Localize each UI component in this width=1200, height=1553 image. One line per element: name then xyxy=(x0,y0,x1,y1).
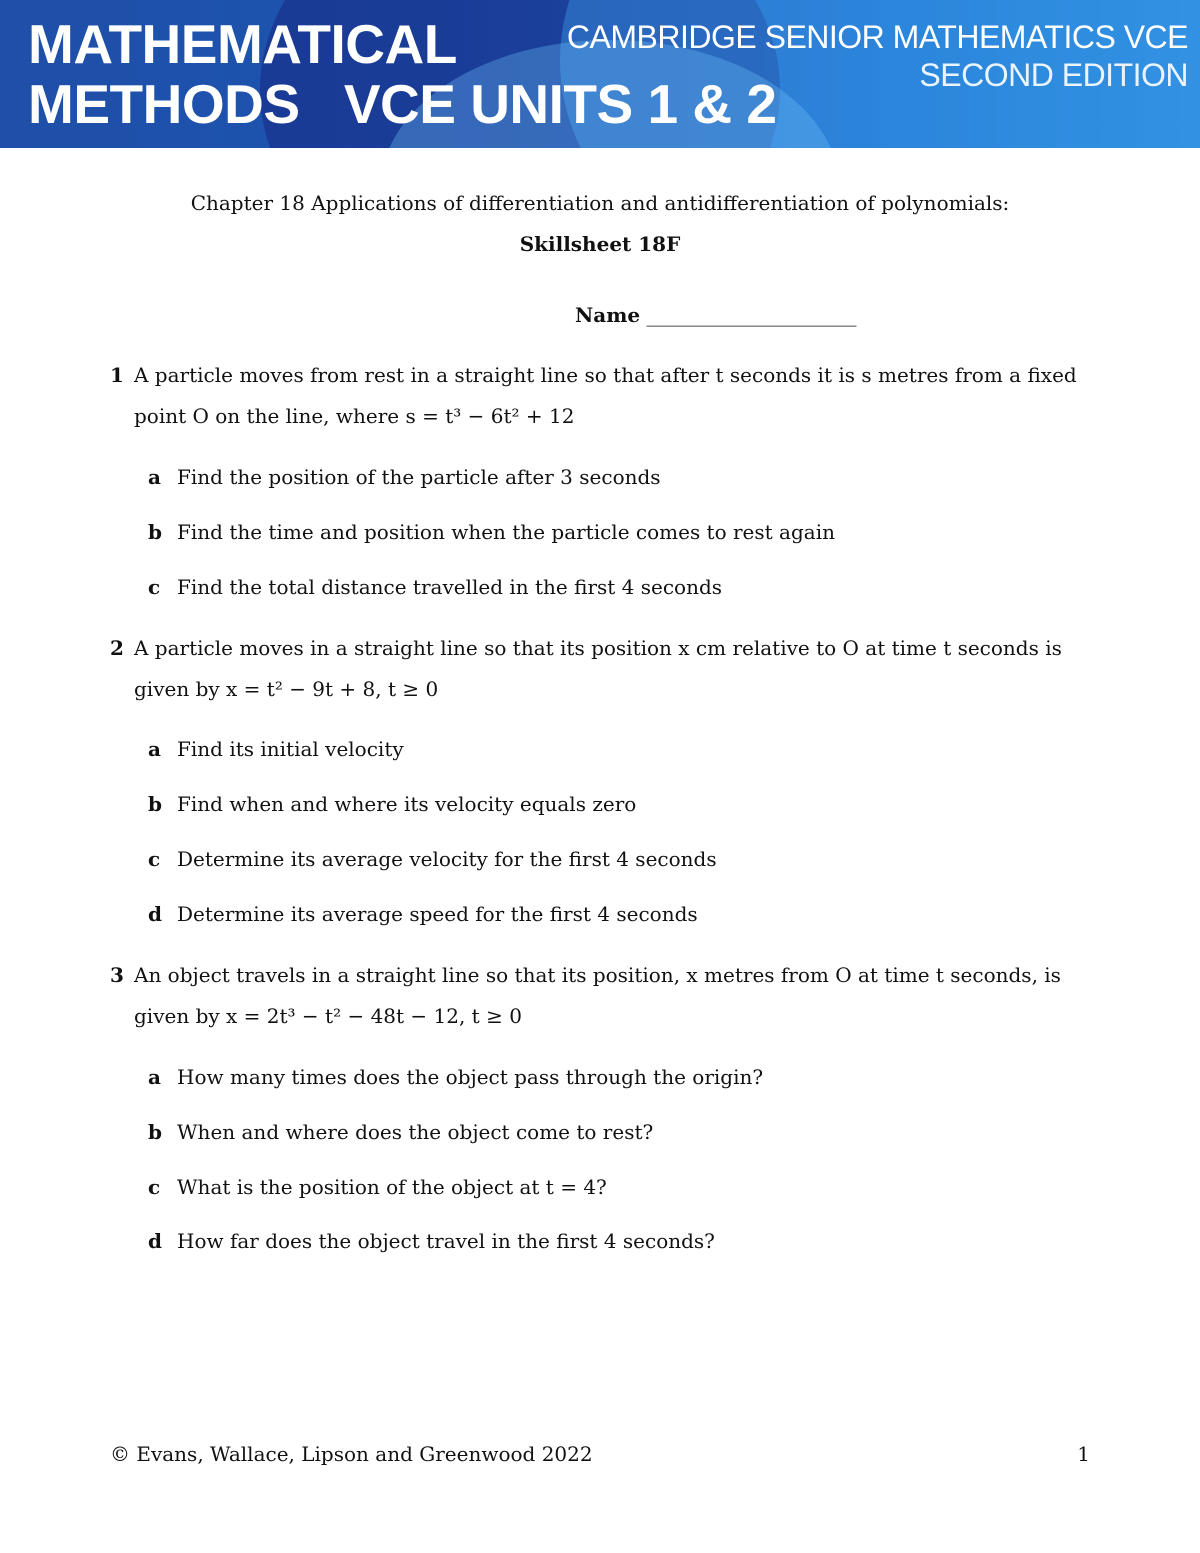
part-text: Find the time and position when the particle comes to rest again xyxy=(177,520,835,544)
name-field xyxy=(575,300,857,330)
question-1 xyxy=(110,355,1090,437)
copyright-notice: © Evans, Wallace, Lipson and Greenwood 2022 xyxy=(110,1442,593,1466)
question-part xyxy=(148,1062,1088,1092)
question-part xyxy=(148,899,1088,929)
book-title-line-1: MATHEMATICAL xyxy=(28,13,457,75)
part-letter: c xyxy=(148,1175,161,1199)
question-part xyxy=(148,1117,1088,1147)
question-part xyxy=(148,517,1088,547)
question-number: 2 xyxy=(110,636,124,660)
part-letter: b xyxy=(148,792,162,816)
question-part xyxy=(148,789,1088,819)
part-letter: d xyxy=(148,1229,162,1253)
question-stem-line: A particle moves in a straight line so that its position x cm relative to O at time t seconds is xyxy=(134,636,1062,660)
question-stem-line: point O on the line, where s = t³ − 6t² + 12 xyxy=(134,404,575,428)
name-blank-line: _____________________ xyxy=(646,303,857,327)
part-text: Find when and where its velocity equals zero xyxy=(177,792,637,816)
part-letter: c xyxy=(148,575,161,599)
book-title-line-2: METHODS VCE UNITS 1 & 2 xyxy=(28,73,777,135)
question-2 xyxy=(110,628,1090,710)
question-part xyxy=(148,462,1088,492)
question-part xyxy=(148,844,1088,874)
page-number: 1 xyxy=(1077,1442,1090,1466)
part-letter: a xyxy=(148,1065,161,1089)
question-number: 3 xyxy=(110,963,124,987)
question-stem-line: given by x = t² − 9t + 8, t ≥ 0 xyxy=(134,677,439,701)
name-label: Name xyxy=(575,303,641,327)
part-letter: c xyxy=(148,847,161,871)
part-letter: a xyxy=(148,465,161,489)
part-text: Find the position of the particle after 3 seconds xyxy=(177,465,661,489)
series-title xyxy=(567,18,1188,94)
question-stem-line: given by x = 2t³ − t² − 48t − 12, t ≥ 0 xyxy=(134,1004,522,1028)
question-number: 1 xyxy=(110,363,124,387)
part-text: Determine its average speed for the first 4 seconds xyxy=(177,902,698,926)
part-text: How many times does the object pass through the origin? xyxy=(177,1065,764,1089)
part-text: Find the total distance travelled in the first 4 seconds xyxy=(177,575,723,599)
part-letter: a xyxy=(148,737,161,761)
part-text: What is the position of the object at t = 4? xyxy=(177,1175,607,1199)
part-letter: d xyxy=(148,902,162,926)
part-text: Find its initial velocity xyxy=(177,737,404,761)
question-3 xyxy=(110,955,1090,1037)
question-part xyxy=(148,1226,1088,1256)
part-text: How far does the object travel in the first 4 seconds? xyxy=(177,1229,715,1253)
part-text: Determine its average velocity for the first 4 seconds xyxy=(177,847,717,871)
question-stem-line: An object travels in a straight line so that its position, x metres from O at time t seconds, is xyxy=(134,963,1061,987)
page-footer xyxy=(110,1439,1090,1469)
edition-label: SECOND EDITION xyxy=(919,57,1188,93)
chapter-heading: Chapter 18 Applications of differentiation and antidifferentiation of polynomials: xyxy=(190,191,1010,215)
header-banner xyxy=(0,0,1200,148)
part-letter: b xyxy=(148,520,162,544)
question-part xyxy=(148,1172,1088,1202)
skillsheet-title: Skillsheet 18F xyxy=(519,232,681,256)
series-name: CAMBRIDGE SENIOR MATHEMATICS VCE xyxy=(566,19,1188,55)
question-stem-line: A particle moves from rest in a straight line so that after t seconds it is s metres from a fixed xyxy=(134,363,1077,387)
question-part xyxy=(148,572,1088,602)
question-part xyxy=(148,734,1088,764)
part-text: When and where does the object come to rest? xyxy=(177,1120,654,1144)
part-letter: b xyxy=(148,1120,162,1144)
